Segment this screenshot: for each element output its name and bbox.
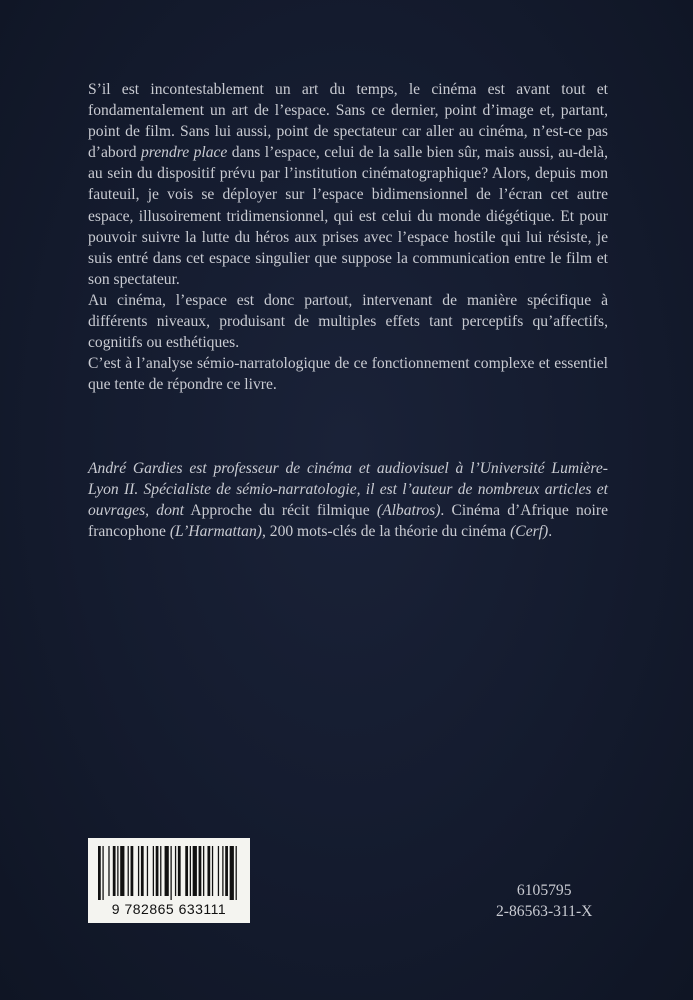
barcode <box>88 838 250 923</box>
book-publisher: (L’Harmattan) <box>169 523 262 541</box>
bio-intro: André Gardies est professeur de cinéma et audiovisuel à l’Université Lumière-Lyon II. Spécialiste de sémio-narratologie, il est l’auteur de nombreux articles et ouvrages, dont <box>88 460 608 520</box>
blurb-text: dans l’espace, celui de la salle bien sûr, mais aussi, au-delà, au sein du dispositif prévu par l’institution cinématographique? Alors, depuis mon fauteuil, je vois se déployer sur l’espace bidimensionnel de l’écran cet autre espace, illusoirement tridimensionnel, qui est celui du monde diégétique. Et pour pouvoir suivre la lutte du héros aux prises avec l’espace hostile qui lui résiste, je suis entré dans cet espace singulier que suppose la communication entre le film et son spectateur. <box>88 144 608 288</box>
separator: . <box>548 523 553 541</box>
blurb-emphasis: prendre place <box>140 144 228 162</box>
barcode-digits: 9 782865 633111 <box>111 901 227 917</box>
book-title: Cinéma d’Afrique noire francophone <box>88 502 609 541</box>
blurb-paragraph-3: C’est à l’analyse sémio-narratologique de ce fonctionnement complexe et essentiel que tente de répondre ce livre. <box>88 355 608 394</box>
book-publisher: (Albatros) <box>376 502 441 520</box>
book-publisher: (Cerf) <box>510 523 549 541</box>
barcode-bars-icon <box>98 846 240 900</box>
separator: . <box>440 502 452 520</box>
author-bio <box>88 458 608 542</box>
blurb-paragraph-2: Au cinéma, l’espace est donc partout, intervenant de manière spécifique à différents niveaux, produisant de multiples effets tant perceptifs qu’affectifs, cognitifs ou esthétiques. <box>88 291 608 352</box>
book-codes <box>496 880 592 922</box>
book-blurb <box>88 79 608 395</box>
separator: , <box>261 523 270 541</box>
isbn-number: 2-86563-311-X <box>496 903 593 920</box>
reference-number: 6105795 <box>516 882 572 899</box>
book-title: 200 mots-clés de la théorie du cinéma <box>269 523 511 541</box>
blurb-paragraph-1 <box>88 79 608 290</box>
book-title: Approche du récit filmique <box>184 502 377 520</box>
blurb-text: S’il est incontestablement un art du temps, le cinéma est avant tout et fondamentalement un art de l’espace. Sans ce dernier, point d’image et, partant, point de film. Sans lui aussi, point de spectateur car aller au cinéma, n’est-ce pas d’abord <box>88 81 608 162</box>
